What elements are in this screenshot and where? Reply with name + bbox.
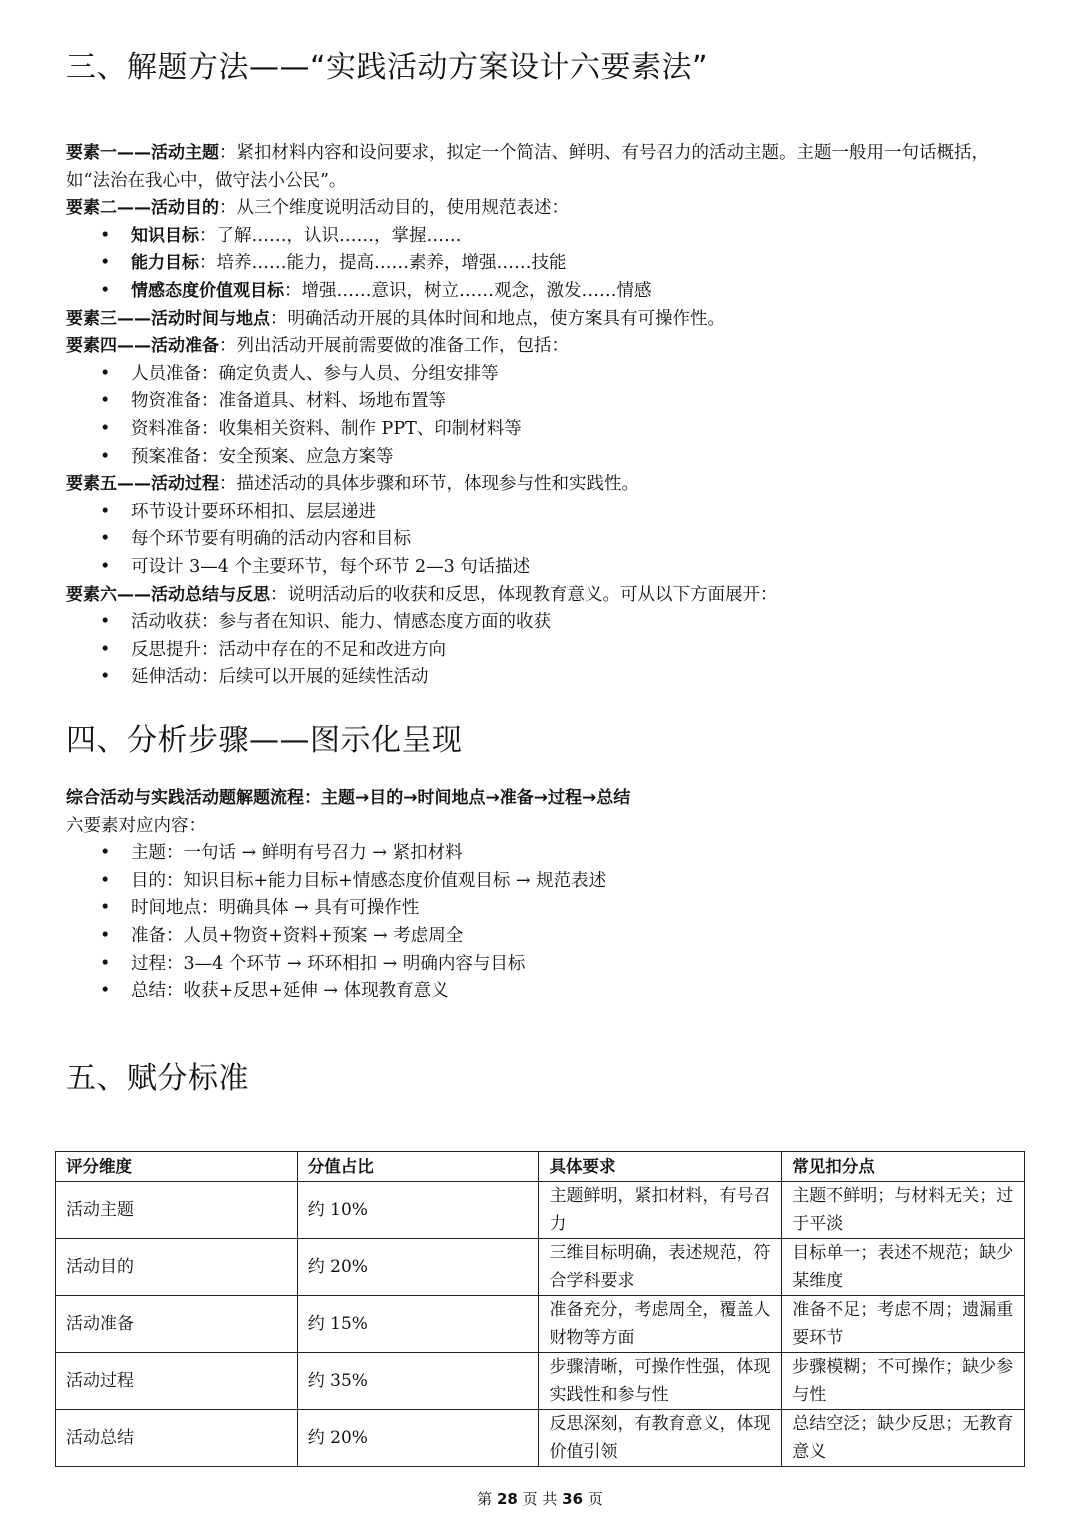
item-text: 环节设计要环环相扣、层层递进 [131, 501, 376, 522]
table-cell: 约 20% [297, 1410, 539, 1467]
item-text: ：增强……意识，树立……观念，激发……情感 [284, 280, 652, 301]
bullet-icon: • [100, 418, 111, 439]
element1-label: 要素一——活动主题 [66, 143, 219, 163]
section3-body [66, 140, 1026, 692]
element3-text: ：明确活动开展的具体时间和地点，使方案具有可操作性。 [270, 308, 725, 329]
footer-suffix: 页 [587, 1490, 603, 1508]
table-cell: 步骤模糊；不可操作；缺少参与性 [782, 1353, 1025, 1410]
list-item [66, 895, 1026, 923]
element3-label: 要素三——活动时间与地点 [66, 308, 270, 329]
list-item [66, 609, 1026, 637]
element2-text: ：从三个维度说明活动目的，使用规范表述： [219, 198, 569, 219]
item-text: 主题：一句话 → 鲜明有号召力 → 紧扣材料 [131, 843, 463, 864]
table-header-row [56, 1152, 1025, 1182]
section4-title: 四、分析步骤——图示化呈现 [66, 723, 463, 758]
list-item [66, 223, 1026, 251]
list-item [66, 840, 1026, 868]
table-cell: 约 35% [297, 1353, 539, 1410]
table-cell: 反思深刻，有教育意义，体现价值引领 [539, 1410, 782, 1467]
table-cell: 准备不足；考虑不周；遗漏重要环节 [782, 1296, 1025, 1353]
item-text: 总结：收获+反思+延伸 → 体现教育意义 [131, 981, 449, 1002]
element1-text: ：紧扣材料内容和设问要求，拟定一个简洁、鲜明、有号召力的活动主题。主题一般用一句话概括，如“法治在我心中，做守法小公民”。 [66, 143, 989, 191]
item-text: 资料准备：收集相关资料、制作 PPT、印制材料等 [131, 418, 522, 439]
item-text: 过程：3—4 个环节 → 环环相扣 → 明确内容与目标 [131, 953, 526, 974]
table-row [56, 1239, 1025, 1296]
element4-text: ：列出活动开展前需要做的准备工作，包括： [219, 336, 569, 357]
item-text: ：了解……，认识……，掌握…… [199, 225, 462, 246]
table-cell: 约 20% [297, 1239, 539, 1296]
item-text: 每个环节要有明确的活动内容和目标 [131, 529, 411, 550]
element2-paragraph [66, 195, 1026, 223]
element6-label: 要素六——活动总结与反思 [66, 584, 270, 605]
element1-paragraph [66, 140, 1026, 195]
bullet-icon: • [100, 843, 111, 864]
item-text: 可设计 3—4 个主要环节，每个环节 2—3 句话描述 [131, 556, 531, 577]
element2-label: 要素二——活动目的 [66, 198, 219, 219]
bullet-icon: • [100, 556, 111, 577]
bullet-icon: • [100, 529, 111, 550]
item-text: 预案准备：安全预案、应急方案等 [131, 446, 394, 467]
table-row [56, 1296, 1025, 1353]
table-cell: 主题鲜明，紧扣材料，有号召力 [539, 1182, 782, 1239]
table-header: 分值占比 [297, 1152, 539, 1182]
element3-paragraph [66, 306, 1026, 334]
item-text: 人员准备：确定负责人、参与人员、分组安排等 [131, 363, 499, 384]
table-cell: 约 10% [297, 1182, 539, 1239]
list-item [66, 416, 1026, 444]
table-cell: 约 15% [297, 1296, 539, 1353]
table-cell: 目标单一；表述不规范；缺少某维度 [782, 1239, 1025, 1296]
item-text: 准备：人员+物资+资料+预案 → 考虑周全 [131, 925, 464, 946]
list-item [66, 637, 1026, 665]
table-cell: 活动主题 [56, 1182, 298, 1239]
item-text: 反思提升：活动中存在的不足和改进方向 [131, 639, 446, 660]
item-label: 情感态度价值观目标 [131, 280, 284, 301]
bullet-icon: • [100, 953, 111, 974]
section5-title: 五、赋分标准 [66, 1061, 249, 1096]
list-item [66, 868, 1026, 896]
bullet-icon: • [100, 898, 111, 919]
page-number: 28 [496, 1490, 518, 1508]
item-text: 活动收获：参与者在知识、能力、情感态度方面的收获 [131, 612, 551, 633]
list-item [66, 554, 1026, 582]
table-row [56, 1410, 1025, 1467]
table-cell: 主题不鲜明；与材料无关；过于平淡 [782, 1182, 1025, 1239]
table-cell: 活动目的 [56, 1239, 298, 1296]
bullet-icon: • [100, 667, 111, 688]
table-row [56, 1182, 1025, 1239]
list-item [66, 250, 1026, 278]
section3-title: 三、解题方法——“实践活动方案设计六要素法” [66, 50, 709, 85]
list-item [66, 278, 1026, 306]
list-item [66, 923, 1026, 951]
list-item [66, 499, 1026, 527]
intro-line: 六要素对应内容： [66, 815, 206, 836]
item-text: 延伸活动：后续可以开展的延续性活动 [131, 667, 429, 688]
bullet-icon: • [100, 981, 111, 1002]
element4-label: 要素四——活动准备 [66, 336, 219, 357]
element5-paragraph [66, 471, 1026, 499]
list-item [66, 951, 1026, 979]
page-footer [0, 1488, 1080, 1509]
bullet-icon: • [100, 363, 111, 384]
table-header: 常见扣分点 [782, 1152, 1025, 1182]
element6-text: ：说明活动后的收获和反思，体现教育意义。可从以下方面展开： [270, 584, 778, 605]
list-item [66, 664, 1026, 692]
table-cell: 准备充分，考虑周全，覆盖人财物等方面 [539, 1296, 782, 1353]
table-cell: 活动总结 [56, 1410, 298, 1467]
bullet-icon: • [100, 501, 111, 522]
bullet-icon: • [100, 870, 111, 891]
item-label: 知识目标 [131, 225, 199, 246]
element5-text: ：描述活动的具体步骤和环节，体现参与性和实践性。 [219, 474, 639, 495]
element6-paragraph [66, 582, 1026, 610]
table-cell: 三维目标明确，表述规范，符合学科要求 [539, 1239, 782, 1296]
bullet-icon: • [100, 253, 111, 274]
list-item [66, 361, 1026, 389]
bullet-icon: • [100, 225, 111, 246]
bullet-icon: • [100, 925, 111, 946]
item-text: 物资准备：准备道具、材料、场地布置等 [131, 391, 446, 412]
table-cell: 步骤清晰，可操作性强，体现实践性和参与性 [539, 1353, 782, 1410]
section4-body [66, 785, 1026, 1006]
bullet-icon: • [100, 612, 111, 633]
item-text: 目的：知识目标+能力目标+情感态度价值观目标 → 规范表述 [131, 870, 607, 891]
list-item [66, 444, 1026, 472]
list-item [66, 978, 1026, 1006]
bullet-icon: • [100, 446, 111, 467]
bullet-icon: • [100, 639, 111, 660]
total-pages: 36 [562, 1490, 584, 1508]
list-item [66, 388, 1026, 416]
item-label: 能力目标 [131, 253, 199, 274]
item-text: 时间地点：明确具体 → 具有可操作性 [131, 898, 420, 919]
list-item [66, 526, 1026, 554]
table-header: 具体要求 [539, 1152, 782, 1182]
element5-label: 要素五——活动过程 [66, 474, 219, 495]
bullet-icon: • [100, 280, 111, 301]
footer-middle: 页 共 [522, 1490, 558, 1508]
table-row [56, 1353, 1025, 1410]
scoring-table [55, 1151, 1025, 1467]
table-header: 评分维度 [56, 1152, 298, 1182]
table-cell: 活动准备 [56, 1296, 298, 1353]
item-text: ：培养……能力，提高……素养，增强……技能 [199, 253, 567, 274]
table-cell: 活动过程 [56, 1353, 298, 1410]
element4-paragraph [66, 333, 1026, 361]
flow-line: 综合活动与实践活动题解题流程：主题→目的→时间地点→准备→过程→总结 [66, 788, 631, 808]
footer-prefix: 第 [477, 1490, 493, 1508]
table-cell: 总结空泛；缺少反思；无教育意义 [782, 1410, 1025, 1467]
bullet-icon: • [100, 391, 111, 412]
